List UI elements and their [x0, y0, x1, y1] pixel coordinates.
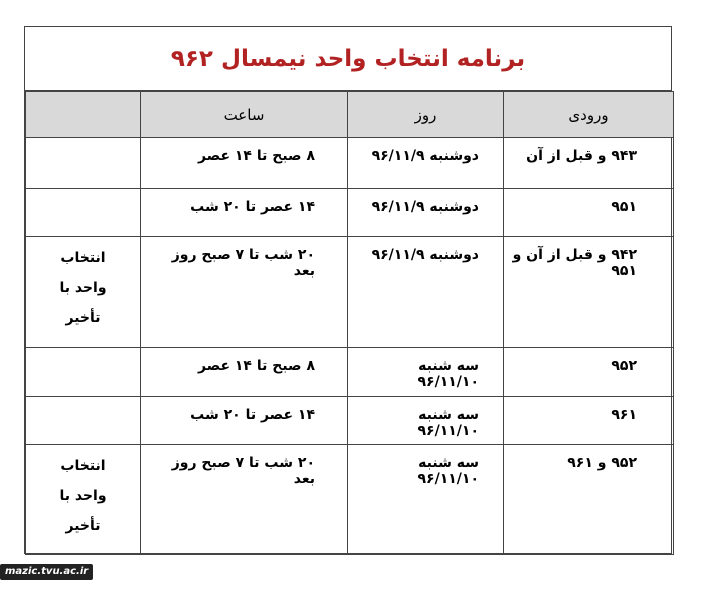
cell-day: سه شنبه ۹۶/۱۱/۱۰	[348, 445, 504, 555]
table-row	[26, 138, 674, 189]
table-row	[26, 237, 674, 348]
note-line: انتخاب	[60, 458, 106, 474]
cell-note	[26, 138, 141, 189]
note-line: انتخاب	[60, 250, 106, 266]
cell-time: ۲۰ شب تا ۷ صبح روز بعد	[141, 237, 348, 348]
note-line: واحد با	[59, 280, 107, 296]
table-header-row	[26, 92, 674, 138]
cell-time: ۱۴ عصر تا ۲۰ شب	[141, 189, 348, 237]
cell-day: سه شنبه ۹۶/۱۱/۱۰	[348, 397, 504, 445]
cell-entry: ۹۴۳ و قبل از آن	[504, 138, 674, 189]
cell-day: سه شنبه ۹۶/۱۱/۱۰	[348, 348, 504, 397]
site-watermark-logo: mazic.tvu.ac.ir	[0, 564, 93, 580]
cell-entry: ۹۵۲ و ۹۶۱	[504, 445, 674, 555]
note-line: تأخیر	[65, 310, 101, 326]
cell-note	[26, 397, 141, 445]
cell-time: ۸ صبح تا ۱۴ عصر	[141, 138, 348, 189]
cell-note	[26, 237, 141, 348]
schedule-table	[25, 91, 674, 555]
cell-time: ۸ صبح تا ۱۴ عصر	[141, 348, 348, 397]
cell-time: ۲۰ شب تا ۷ صبح روز بعد	[141, 445, 348, 555]
header-day: روز	[348, 92, 504, 138]
table-row	[26, 348, 674, 397]
cell-entry: ۹۵۲	[504, 348, 674, 397]
cell-entry: ۹۵۱	[504, 189, 674, 237]
cell-day: دوشنبه ۹۶/۱۱/۹	[348, 189, 504, 237]
cell-note	[26, 189, 141, 237]
table-row	[26, 445, 674, 555]
cell-note	[26, 445, 141, 555]
note-line: واحد با	[59, 488, 107, 504]
header-note	[26, 92, 141, 138]
cell-entry: ۹۶۱	[504, 397, 674, 445]
page-title: برنامه انتخاب واحد نیمسال ۹۶۲	[25, 27, 671, 91]
cell-day: دوشنبه ۹۶/۱۱/۹	[348, 138, 504, 189]
header-time: ساعت	[141, 92, 348, 138]
table-row	[26, 189, 674, 237]
cell-note	[26, 348, 141, 397]
note-line: تأخیر	[65, 518, 101, 534]
cell-time: ۱۴ عصر تا ۲۰ شب	[141, 397, 348, 445]
schedule-frame	[24, 26, 672, 554]
table-row	[26, 397, 674, 445]
header-entry: ورودی	[504, 92, 674, 138]
cell-day: دوشنبه ۹۶/۱۱/۹	[348, 237, 504, 348]
cell-entry: ۹۴۲ و قبل از آن و ۹۵۱	[504, 237, 674, 348]
